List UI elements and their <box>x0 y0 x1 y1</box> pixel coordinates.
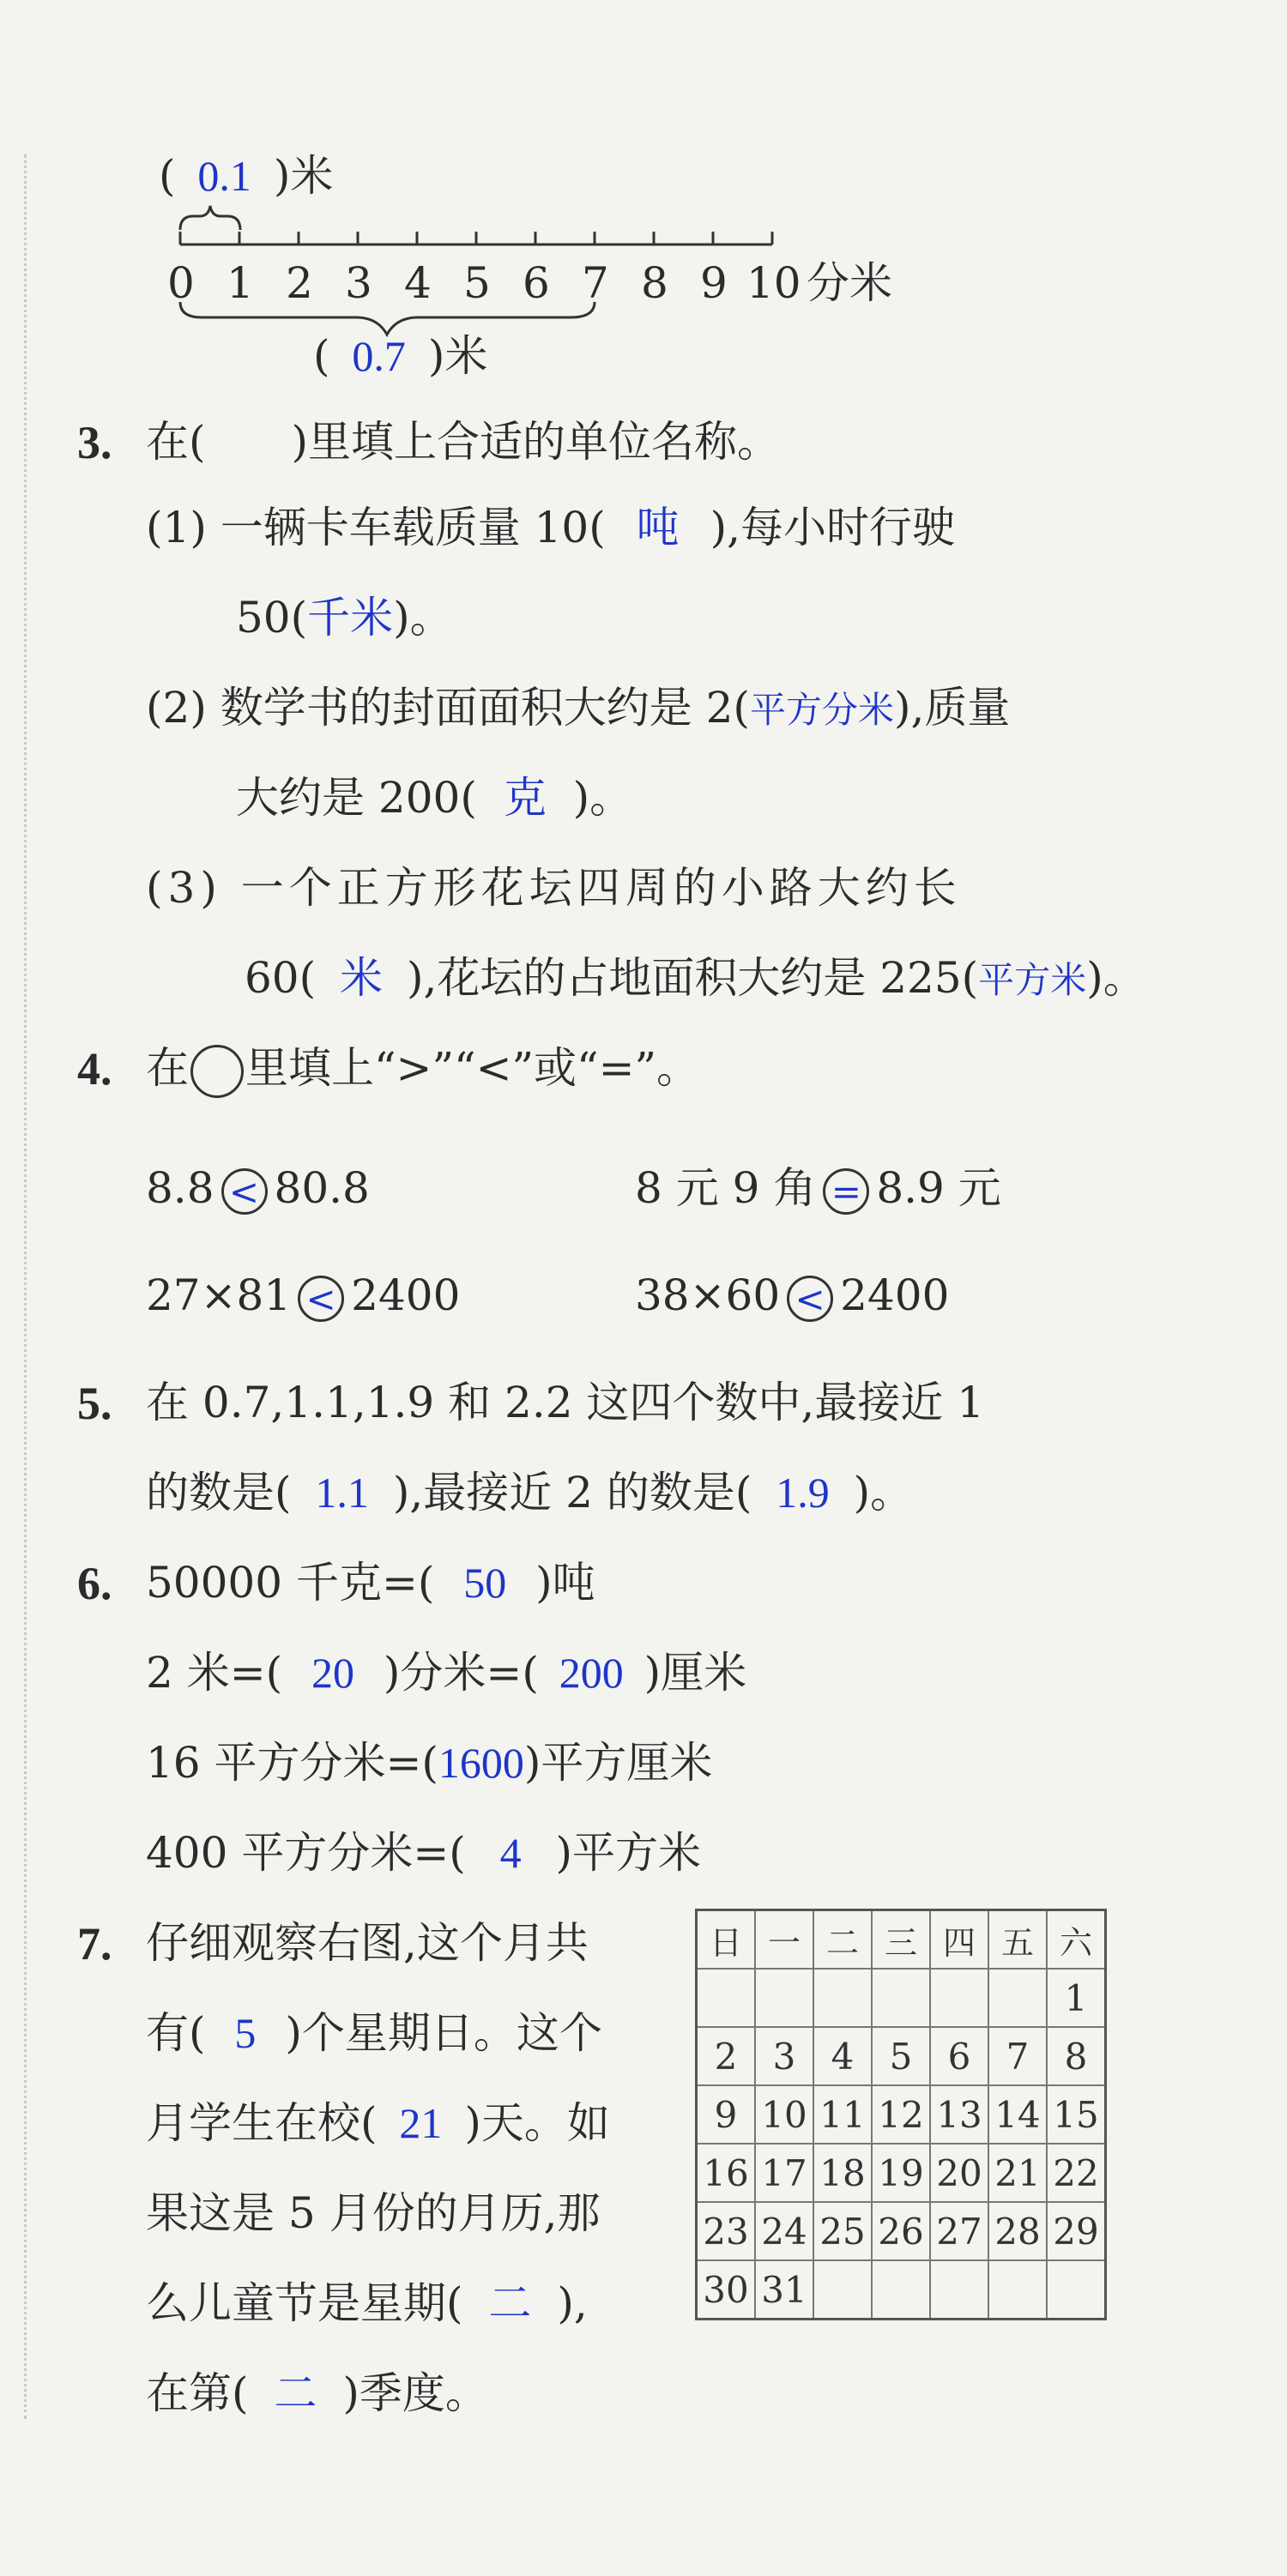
calendar-day: 18 <box>813 2144 872 2202</box>
calendar-day: 9 <box>697 2085 756 2144</box>
weekday-header: 五 <box>988 1910 1047 1970</box>
q4-row-1-right: 8 元 9 角 = 8.9 元 <box>635 1163 1001 1213</box>
calendar-day <box>872 1969 930 2027</box>
calendar-day: 11 <box>813 2085 872 2144</box>
calendar-day <box>988 2260 1047 2320</box>
calendar-day: 21 <box>988 2144 1047 2202</box>
calendar-week-row <box>697 2144 1106 2202</box>
question-number: 6. <box>77 1558 112 1609</box>
calendar-day <box>813 1969 872 2027</box>
q3-part-1-line-1: (1) 一辆卡车载质量 10( 吨 ),每小时行驶 <box>146 503 955 552</box>
q7-line-2: 有( 5 )个星期日。这个 <box>146 2008 602 2058</box>
calendar-day <box>755 1969 813 2027</box>
q6-line-4: 400 平方分米=( 4 )平方米 <box>146 1828 702 1878</box>
weekday-header: 日 <box>697 1910 756 1970</box>
calendar-week-row <box>697 2085 1106 2144</box>
calendar-day: 4 <box>813 2027 872 2085</box>
answer-text: 1600 <box>438 1739 524 1787</box>
question-number: 7. <box>77 1918 112 1970</box>
q3-part-3-line-1: (3) 一个正方形花坛四周的小路大约长 <box>146 863 962 913</box>
comparison-circle: < <box>787 1276 833 1322</box>
calendar-week-row <box>697 2202 1106 2260</box>
calendar-header-row <box>697 1910 1106 1970</box>
answer-text: 米 <box>340 954 384 1002</box>
calendar-week-row <box>697 1969 1106 2027</box>
answer-text: 1.1 <box>315 1469 369 1517</box>
comparison-circle: < <box>298 1276 344 1322</box>
q5-line-2: 的数是( 1.1 ),最接近 2 的数是( 1.9 )。 <box>146 1468 914 1517</box>
ruler-unit: 分米 <box>807 258 892 308</box>
answer-text: 二 <box>274 2369 317 2417</box>
calendar-day: 28 <box>988 2202 1047 2260</box>
circle-blank-icon <box>190 1045 244 1098</box>
page-margin-line <box>24 154 27 2419</box>
calendar-day <box>697 1969 756 2027</box>
calendar-day: 17 <box>755 2144 813 2202</box>
ruler-top-label: ( 0.1 )米 <box>159 151 334 201</box>
q4-row-1-left: 8.8 < 80.8 <box>146 1163 370 1213</box>
answer-text: 20 <box>311 1649 355 1697</box>
calendar-day <box>1047 2260 1106 2320</box>
question-number: 3. <box>77 417 112 468</box>
weekday-header: 二 <box>813 1910 872 1970</box>
calendar-day: 26 <box>872 2202 930 2260</box>
answer-text: 200 <box>559 1649 624 1697</box>
calendar-table <box>695 1909 1107 2320</box>
calendar-day: 27 <box>930 2202 988 2260</box>
calendar-day: 10 <box>755 2085 813 2144</box>
answer-text: 二 <box>488 2279 532 2327</box>
calendar-day: 13 <box>930 2085 988 2144</box>
tick-label: 7 <box>582 258 609 308</box>
answer-text: 50 <box>463 1559 507 1607</box>
answer-text: 1.9 <box>776 1469 830 1517</box>
calendar-day: 23 <box>697 2202 756 2260</box>
q4-row-2-right: 38×60 < 2400 <box>635 1270 950 1320</box>
calendar-day: 12 <box>872 2085 930 2144</box>
q3-part-2-line-1: (2) 数学书的封面面积大约是 2(平方分米),质量 <box>146 683 1011 733</box>
calendar-day: 15 <box>1047 2085 1106 2144</box>
calendar-day: 6 <box>930 2027 988 2085</box>
answer-text: 吨 <box>636 504 680 552</box>
calendar-day: 22 <box>1047 2144 1106 2202</box>
answer-text: 千米 <box>307 594 394 642</box>
calendar-week-row <box>697 2027 1106 2085</box>
q6-line-2: 2 米=( 20 )分米=( 200 )厘米 <box>146 1648 747 1698</box>
q6-line-3: 16 平方分米=(1600)平方厘米 <box>146 1738 713 1788</box>
tick-label: 0 <box>167 258 195 308</box>
calendar-day <box>813 2260 872 2320</box>
calendar-day <box>872 2260 930 2320</box>
calendar-day <box>988 1969 1047 2027</box>
q7-line-4: 果这是 5 月份的月历,那 <box>146 2188 601 2238</box>
tick-label: 4 <box>404 258 432 308</box>
calendar-day <box>930 2260 988 2320</box>
weekday-header: 六 <box>1047 1910 1106 1970</box>
calendar-week-row <box>697 2260 1106 2320</box>
question-number: 5. <box>77 1378 112 1429</box>
ruler-bottom-label: ( 0.7 )米 <box>313 331 488 381</box>
calendar-day: 29 <box>1047 2202 1106 2260</box>
q7-line-5: 么儿童节是星期( 二 ), <box>146 2278 588 2328</box>
question-title: 在 里填上“>”“<”或“=”。 <box>146 1042 699 1098</box>
tick-label: 1 <box>227 258 254 308</box>
answer-text: 0.7 <box>352 332 406 380</box>
weekday-header: 三 <box>872 1910 930 1970</box>
tick-label: 5 <box>463 258 491 308</box>
q3-part-3-line-2: 60( 米 ),花坛的占地面积大约是 225(平方米)。 <box>245 953 1146 1003</box>
weekday-header: 一 <box>755 1910 813 1970</box>
comparison-circle: = <box>823 1168 869 1215</box>
answer-text: 5 <box>234 2009 257 2057</box>
q6-line-1: 50000 千克=( 50 )吨 <box>146 1558 595 1608</box>
tick-label: 8 <box>641 258 668 308</box>
calendar-day: 25 <box>813 2202 872 2260</box>
tick-label: 6 <box>523 258 550 308</box>
answer-text: 平方米 <box>978 962 1087 1001</box>
calendar-day: 30 <box>697 2260 756 2320</box>
answer-text: 克 <box>503 774 547 822</box>
comparison-circle: < <box>221 1168 268 1215</box>
calendar-day: 16 <box>697 2144 756 2202</box>
q3-part-2-line-2: 大约是 200( 克 )。 <box>236 773 633 823</box>
calendar-day: 2 <box>697 2027 756 2085</box>
calendar-day: 8 <box>1047 2027 1106 2085</box>
calendar-day: 3 <box>755 2027 813 2085</box>
question-title: 在( )里填上合适的单位名称。 <box>146 417 781 467</box>
q5-line-1: 在 0.7,1.1,1.9 和 2.2 这四个数中,最接近 1 <box>146 1378 985 1427</box>
calendar-day <box>930 1969 988 2027</box>
calendar-day: 19 <box>872 2144 930 2202</box>
calendar-day: 7 <box>988 2027 1047 2085</box>
calendar-day: 5 <box>872 2027 930 2085</box>
calendar-day: 31 <box>755 2260 813 2320</box>
calendar-day: 14 <box>988 2085 1047 2144</box>
calendar-day: 24 <box>755 2202 813 2260</box>
answer-text: 平方分米 <box>749 691 894 731</box>
q3-part-1-line-2: 50(千米)。 <box>236 593 453 642</box>
calendar-day: 1 <box>1047 1969 1106 2027</box>
q7-line-3: 月学生在校( 21 )天。如 <box>146 2098 610 2148</box>
answer-text: 21 <box>399 2099 443 2147</box>
tick-label: 3 <box>345 258 372 308</box>
answer-text: 0.1 <box>197 152 251 200</box>
calendar-day: 20 <box>930 2144 988 2202</box>
q7-line-1: 仔细观察右图,这个月共 <box>146 1918 589 1968</box>
tick-label: 2 <box>286 258 313 308</box>
answer-text: 4 <box>499 1829 522 1877</box>
tick-label: 9 <box>700 258 728 308</box>
q7-line-6: 在第( 二 )季度。 <box>146 2368 488 2418</box>
tick-label: 10 <box>746 258 801 308</box>
q4-row-2-left: 27×81 < 2400 <box>146 1270 461 1320</box>
weekday-header: 四 <box>930 1910 988 1970</box>
question-number: 4. <box>77 1043 112 1095</box>
